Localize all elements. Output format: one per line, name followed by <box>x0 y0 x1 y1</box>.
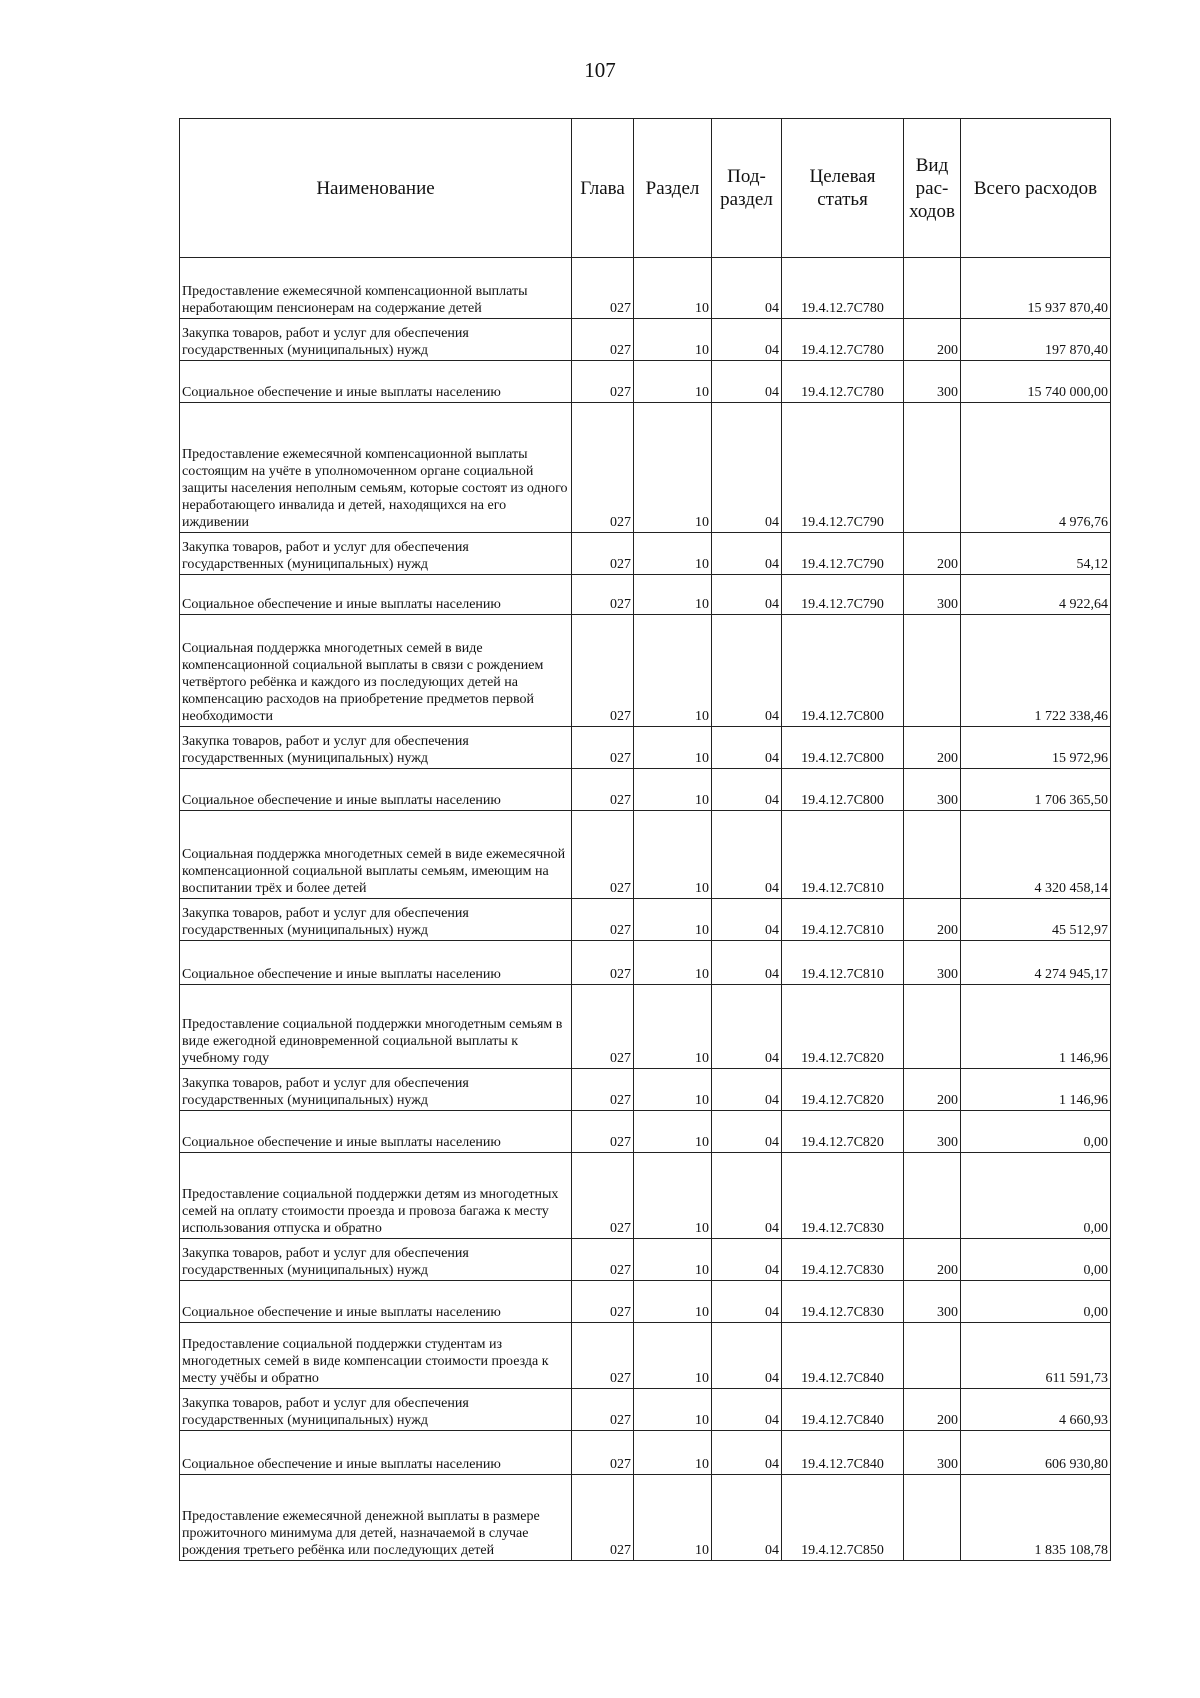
table-row <box>180 1475 1111 1561</box>
page-number: 107 <box>584 58 616 82</box>
cell-target: 19.4.12.7С800 <box>782 727 904 769</box>
table-row <box>180 1069 1111 1111</box>
cell-section: 10 <box>634 769 712 811</box>
table-row <box>180 1389 1111 1431</box>
cell-chapter: 027 <box>572 985 634 1069</box>
cell-subsection: 04 <box>712 533 782 575</box>
cell-target: 19.4.12.7С850 <box>782 1475 904 1561</box>
header-kind: Вид рас- ходов <box>904 119 961 258</box>
cell-target: 19.4.12.7С830 <box>782 1239 904 1281</box>
cell-kind: 300 <box>904 941 961 985</box>
header-chapter: Глава <box>572 119 634 258</box>
cell-total: 611 591,73 <box>961 1323 1111 1389</box>
cell-total: 4 660,93 <box>961 1389 1111 1431</box>
table-row <box>180 575 1111 615</box>
cell-subsection: 04 <box>712 403 782 533</box>
cell-kind <box>904 403 961 533</box>
cell-name: Социальное обеспечение и иные выплаты населению <box>180 941 572 985</box>
header-subsection: Под- раздел <box>712 119 782 258</box>
cell-kind <box>904 615 961 727</box>
cell-chapter: 027 <box>572 1111 634 1153</box>
cell-total: 1 146,96 <box>961 1069 1111 1111</box>
cell-target: 19.4.12.7С840 <box>782 1323 904 1389</box>
cell-target: 19.4.12.7С790 <box>782 403 904 533</box>
cell-chapter: 027 <box>572 1281 634 1323</box>
cell-name: Закупка товаров, работ и услуг для обеспечения государственных (муниципальных) нужд <box>180 533 572 575</box>
header-name: Наименование <box>180 119 572 258</box>
cell-name: Социальное обеспечение и иные выплаты населению <box>180 1431 572 1475</box>
cell-target: 19.4.12.7С840 <box>782 1431 904 1475</box>
cell-target: 19.4.12.7С810 <box>782 811 904 899</box>
cell-subsection: 04 <box>712 1323 782 1389</box>
cell-chapter: 027 <box>572 1153 634 1239</box>
table-row <box>180 769 1111 811</box>
table-header-row <box>180 119 1111 258</box>
table-row <box>180 403 1111 533</box>
table-row <box>180 1111 1111 1153</box>
cell-name: Предоставление ежемесячной компенсационной выплаты неработающим пенсионерам на содержание детей <box>180 258 572 319</box>
cell-chapter: 027 <box>572 361 634 403</box>
cell-section: 10 <box>634 1153 712 1239</box>
cell-total: 0,00 <box>961 1239 1111 1281</box>
cell-target: 19.4.12.7С840 <box>782 1389 904 1431</box>
cell-section: 10 <box>634 615 712 727</box>
cell-target: 19.4.12.7С830 <box>782 1153 904 1239</box>
cell-name: Социальное обеспечение и иные выплаты населению <box>180 1111 572 1153</box>
cell-target: 19.4.12.7С810 <box>782 899 904 941</box>
cell-target: 19.4.12.7С820 <box>782 1069 904 1111</box>
cell-name: Социальное обеспечение и иные выплаты населению <box>180 361 572 403</box>
header-total: Всего расходов <box>961 119 1111 258</box>
table-row <box>180 811 1111 899</box>
cell-kind <box>904 258 961 319</box>
cell-chapter: 027 <box>572 319 634 361</box>
cell-kind <box>904 1475 961 1561</box>
cell-section: 10 <box>634 1323 712 1389</box>
cell-subsection: 04 <box>712 575 782 615</box>
cell-kind: 300 <box>904 1431 961 1475</box>
cell-section: 10 <box>634 533 712 575</box>
cell-section: 10 <box>634 811 712 899</box>
cell-chapter: 027 <box>572 615 634 727</box>
table-row <box>180 1431 1111 1475</box>
cell-kind: 200 <box>904 319 961 361</box>
cell-kind: 200 <box>904 899 961 941</box>
cell-chapter: 027 <box>572 575 634 615</box>
cell-chapter: 027 <box>572 1239 634 1281</box>
cell-total: 1 146,96 <box>961 985 1111 1069</box>
cell-target: 19.4.12.7С820 <box>782 1111 904 1153</box>
cell-kind: 200 <box>904 727 961 769</box>
cell-kind <box>904 985 961 1069</box>
table-body <box>180 258 1111 1561</box>
cell-subsection: 04 <box>712 811 782 899</box>
cell-kind <box>904 1323 961 1389</box>
cell-target: 19.4.12.7С780 <box>782 258 904 319</box>
table-row <box>180 727 1111 769</box>
cell-name: Закупка товаров, работ и услуг для обеспечения государственных (муниципальных) нужд <box>180 1239 572 1281</box>
cell-kind: 200 <box>904 1389 961 1431</box>
cell-section: 10 <box>634 361 712 403</box>
cell-subsection: 04 <box>712 258 782 319</box>
cell-chapter: 027 <box>572 941 634 985</box>
cell-total: 1 835 108,78 <box>961 1475 1111 1561</box>
table-row <box>180 361 1111 403</box>
cell-name: Социальное обеспечение и иные выплаты населению <box>180 575 572 615</box>
cell-section: 10 <box>634 319 712 361</box>
cell-name: Закупка товаров, работ и услуг для обеспечения государственных (муниципальных) нужд <box>180 899 572 941</box>
cell-name: Социальная поддержка многодетных семей в виде ежемесячной компенсационной социальной выплаты семьям, имеющим на воспитании трёх и более детей <box>180 811 572 899</box>
cell-chapter: 027 <box>572 899 634 941</box>
cell-total: 197 870,40 <box>961 319 1111 361</box>
table-row <box>180 1153 1111 1239</box>
cell-subsection: 04 <box>712 1111 782 1153</box>
table-row <box>180 985 1111 1069</box>
cell-chapter: 027 <box>572 1431 634 1475</box>
table-row <box>180 1323 1111 1389</box>
cell-section: 10 <box>634 1239 712 1281</box>
cell-total: 606 930,80 <box>961 1431 1111 1475</box>
cell-subsection: 04 <box>712 1069 782 1111</box>
cell-target: 19.4.12.7С800 <box>782 769 904 811</box>
cell-subsection: 04 <box>712 319 782 361</box>
cell-total: 15 740 000,00 <box>961 361 1111 403</box>
cell-target: 19.4.12.7С780 <box>782 319 904 361</box>
cell-subsection: 04 <box>712 985 782 1069</box>
cell-kind: 300 <box>904 361 961 403</box>
cell-total: 1 706 365,50 <box>961 769 1111 811</box>
cell-section: 10 <box>634 727 712 769</box>
cell-section: 10 <box>634 403 712 533</box>
cell-kind: 200 <box>904 1069 961 1111</box>
cell-name: Социальное обеспечение и иные выплаты населению <box>180 1281 572 1323</box>
cell-subsection: 04 <box>712 1431 782 1475</box>
cell-section: 10 <box>634 1069 712 1111</box>
cell-section: 10 <box>634 1431 712 1475</box>
cell-chapter: 027 <box>572 403 634 533</box>
cell-total: 4 274 945,17 <box>961 941 1111 985</box>
table-row <box>180 319 1111 361</box>
cell-name: Предоставление социальной поддержки многодетным семьям в виде ежегодной единовременной социальной выплаты к учебному году <box>180 985 572 1069</box>
budget-table <box>179 118 1111 1561</box>
cell-total: 0,00 <box>961 1153 1111 1239</box>
cell-subsection: 04 <box>712 727 782 769</box>
table-row <box>180 615 1111 727</box>
cell-chapter: 027 <box>572 727 634 769</box>
cell-total: 15 972,96 <box>961 727 1111 769</box>
cell-total: 0,00 <box>961 1111 1111 1153</box>
cell-total: 45 512,97 <box>961 899 1111 941</box>
cell-total: 4 320 458,14 <box>961 811 1111 899</box>
cell-name: Социальное обеспечение и иные выплаты населению <box>180 769 572 811</box>
cell-target: 19.4.12.7С830 <box>782 1281 904 1323</box>
cell-section: 10 <box>634 1281 712 1323</box>
cell-chapter: 027 <box>572 1069 634 1111</box>
table-row <box>180 258 1111 319</box>
cell-section: 10 <box>634 1111 712 1153</box>
header-section: Раздел <box>634 119 712 258</box>
cell-total: 54,12 <box>961 533 1111 575</box>
cell-name: Закупка товаров, работ и услуг для обеспечения государственных (муниципальных) нужд <box>180 319 572 361</box>
cell-section: 10 <box>634 258 712 319</box>
cell-chapter: 027 <box>572 1323 634 1389</box>
cell-subsection: 04 <box>712 1153 782 1239</box>
cell-chapter: 027 <box>572 811 634 899</box>
cell-subsection: 04 <box>712 1475 782 1561</box>
cell-total: 4 922,64 <box>961 575 1111 615</box>
cell-target: 19.4.12.7С790 <box>782 575 904 615</box>
cell-section: 10 <box>634 941 712 985</box>
cell-subsection: 04 <box>712 941 782 985</box>
cell-kind: 300 <box>904 1111 961 1153</box>
cell-kind <box>904 1153 961 1239</box>
cell-target: 19.4.12.7С810 <box>782 941 904 985</box>
cell-section: 10 <box>634 985 712 1069</box>
cell-name: Социальная поддержка многодетных семей в виде компенсационной социальной выплаты в связи с рождением четвёртого ребёнка и каждого из последующих детей на компенсацию расходов на приобретение предметов первой необходимости <box>180 615 572 727</box>
cell-name: Закупка товаров, работ и услуг для обеспечения государственных (муниципальных) нужд <box>180 727 572 769</box>
cell-chapter: 027 <box>572 1389 634 1431</box>
table-row <box>180 533 1111 575</box>
cell-kind <box>904 811 961 899</box>
cell-section: 10 <box>634 575 712 615</box>
header-target: Целевая статья <box>782 119 904 258</box>
cell-total: 4 976,76 <box>961 403 1111 533</box>
cell-kind: 300 <box>904 769 961 811</box>
cell-name: Предоставление ежемесячной денежной выплаты в размере прожиточного минимума для детей, назначаемой в случае рождения третьего ребёнка или последующих детей <box>180 1475 572 1561</box>
cell-kind: 200 <box>904 533 961 575</box>
cell-name: Предоставление социальной поддержки студентам из многодетных семей в виде компенсации стоимости проезда к месту учёбы и обратно <box>180 1323 572 1389</box>
cell-subsection: 04 <box>712 361 782 403</box>
table-row <box>180 941 1111 985</box>
cell-kind: 200 <box>904 1239 961 1281</box>
cell-chapter: 027 <box>572 258 634 319</box>
cell-chapter: 027 <box>572 1475 634 1561</box>
cell-chapter: 027 <box>572 769 634 811</box>
cell-name: Закупка товаров, работ и услуг для обеспечения государственных (муниципальных) нужд <box>180 1389 572 1431</box>
cell-subsection: 04 <box>712 1281 782 1323</box>
cell-total: 1 722 338,46 <box>961 615 1111 727</box>
cell-name: Предоставление ежемесячной компенсационной выплаты состоящим на учёте в уполномоченном органе социальной защиты населения неполным семьям, которые состоят из одного неработающего инвалида и детей, находящихся на его иждивении <box>180 403 572 533</box>
cell-chapter: 027 <box>572 533 634 575</box>
cell-section: 10 <box>634 899 712 941</box>
cell-subsection: 04 <box>712 899 782 941</box>
table-row <box>180 1281 1111 1323</box>
cell-target: 19.4.12.7С820 <box>782 985 904 1069</box>
cell-section: 10 <box>634 1389 712 1431</box>
cell-kind: 300 <box>904 1281 961 1323</box>
cell-name: Закупка товаров, работ и услуг для обеспечения государственных (муниципальных) нужд <box>180 1069 572 1111</box>
cell-total: 0,00 <box>961 1281 1111 1323</box>
cell-total: 15 937 870,40 <box>961 258 1111 319</box>
cell-target: 19.4.12.7С780 <box>782 361 904 403</box>
table-row <box>180 1239 1111 1281</box>
cell-target: 19.4.12.7С790 <box>782 533 904 575</box>
table-row <box>180 899 1111 941</box>
cell-subsection: 04 <box>712 769 782 811</box>
cell-subsection: 04 <box>712 1389 782 1431</box>
cell-target: 19.4.12.7С800 <box>782 615 904 727</box>
cell-subsection: 04 <box>712 1239 782 1281</box>
cell-name: Предоставление социальной поддержки детям из многодетных семей на оплату стоимости проезда и провоза багажа к месту использования отпуска и обратно <box>180 1153 572 1239</box>
cell-kind: 300 <box>904 575 961 615</box>
cell-section: 10 <box>634 1475 712 1561</box>
cell-subsection: 04 <box>712 615 782 727</box>
